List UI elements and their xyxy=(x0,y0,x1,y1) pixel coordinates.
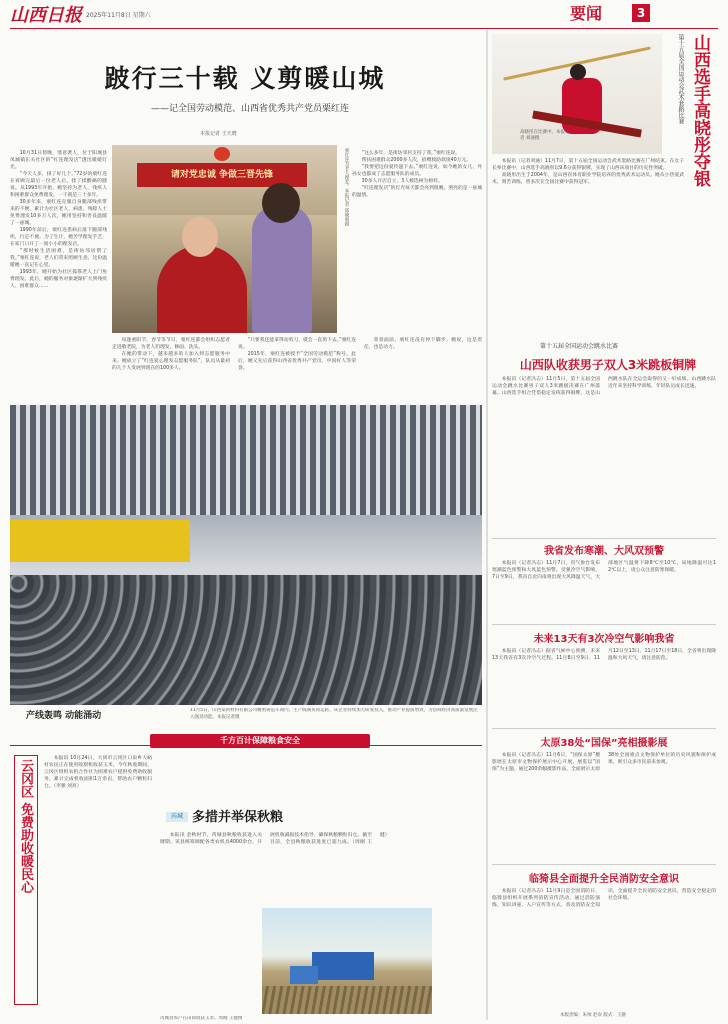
paragraph: 本报讯（记者冯志）11月6日，“国保太原”摄影展在太原市文物保护展示中心开展。展览以“国保”为主题，通过200余幅摄影作品，全面展示太原38处全国重点文物保护单位的历史风貌和保护成果，吸引众多市民前来参观。 xyxy=(492,753,716,772)
paragraph: “那时候生活困难，是街坊邻居帮了我。”栗红连说，老人们常来照顾生意，这份温暖她一直记在心里。 xyxy=(10,249,107,268)
headline-coldair: 未来13天有3次冷空气影响我省 xyxy=(533,634,675,645)
issue-date: 2025年11月8日 星期六 xyxy=(86,12,151,19)
event-label: 第十五届全国运动会武术套路比赛 xyxy=(677,34,684,124)
paragraph: 本报讯（记者冯志）11月7日，省气象台发布寒潮蓝色预警和大风蓝色预警。受强冷空气影响，7日至9日，我省自北向南将出现大风降温天气，大部地区气温将下降8℃至10℃，局地降温可达12℃以上，请公众注意防寒保暖。 xyxy=(492,561,716,580)
headline-diving: 山西队收获男子双人3米跳板铜牌 xyxy=(519,358,697,372)
section-name: 要闻 xyxy=(570,4,603,23)
wushu-photo xyxy=(492,34,662,154)
divider xyxy=(492,538,716,539)
paragraph: 在她的带动下，越来越多的人加入到志愿服务中来。她成立了“红连爱心理发志愿服务队”，队员从最初的几个人发展到现在的100多人。 xyxy=(112,352,230,371)
masthead-rule xyxy=(10,28,718,29)
paragraph: 本报讯 金秋时节，芮城县秋粮收获进入关键期。该县统筹调配各类农机具4000余台，开展机收减损技术指导，确保秋粮颗粒归仓。截至目前，全县秋粮收获进度已超九成。（周刚 王健） xyxy=(160,833,390,845)
harvester-head xyxy=(290,966,318,984)
barber-cape xyxy=(157,245,247,333)
paragraph: “只要我还能拿得动剪刀，就会一直剪下去。”栗红连说。 xyxy=(238,338,356,350)
paragraph: 30多年来，栗红连克服自身腿部残疾带来的不便，累计为社区老人、病患、残障人士免费理发10多万人次，她用坚持和善良温暖了一座城。 xyxy=(10,200,107,226)
lead-body-col2 xyxy=(112,337,482,402)
harvest-caption: 芮城县农户在田间收获玉米。周刚 王健摄 xyxy=(160,1016,243,1021)
hairdresser-head xyxy=(262,183,300,223)
story-exhibition xyxy=(492,752,716,842)
event-label-diving: 第十五届全国运动会跳水比赛 xyxy=(540,343,619,350)
paragraph: 每逢重阳节、春节等节日，栗红连都会组织志愿者走进敬老院，为老人们理发、修面、洗头。 xyxy=(112,338,230,350)
section-rule xyxy=(10,745,482,746)
paragraph: 1990年前后，栗红连患病后落下腿部残疾，行走不便。为了生计，她苦学理发手艺，在家门口开了一间小小的理发店。 xyxy=(10,228,107,247)
story-diving xyxy=(492,376,716,521)
paragraph: 高晓彤出生于2004年，是山西省体育职业学院培养的优秀武术运动员。她从小热爱武术，刻苦训练，曾多次在全国比赛中获得冠军。 xyxy=(492,173,684,185)
lead-subtitle: ——记全国劳动模范、山西省优秀共产党员栗红连 xyxy=(150,104,349,114)
story-coldair xyxy=(492,648,716,720)
photo-title: 产线轰鸣 动能涌动 xyxy=(26,711,102,721)
lead-body-col1 xyxy=(10,150,107,400)
headline-exhibition: 太原38处“国保”亮相摄影展 xyxy=(540,738,668,749)
newspaper-logo: 山西日报 xyxy=(10,5,82,26)
factory-photo xyxy=(10,405,482,705)
paragraph: 30多人开店自立，3人被选树为榜样。 xyxy=(361,179,443,184)
lead-byline: 本报记者 王天晓 xyxy=(200,131,237,137)
paragraph: 本报讯（记者冯志）11月5日，第十五届全国运动会跳水比赛男子双人3米跳板决赛在广州落幕。山西选手组合凭借稳定发挥获得铜牌，这是山西跳水队在全运会取得的又一好成绩。山西跳水队近年来坚持科学训练，年轻队员成长迅速。 xyxy=(492,377,716,396)
yellow-gantry xyxy=(10,520,190,562)
headline-wushu: 山西选手高晓彤夺银 xyxy=(690,34,710,187)
story-coldwave xyxy=(492,560,716,620)
column-divider xyxy=(486,30,488,1020)
paragraph: 本报讯（记者冯志）11月9日是全国消防日，临猗县组织开展系列消防宣传活动，通过消防演练、知识讲座、入户宣传等方式，普及消防安全知识，全面提升全民消防安全意识，营造安全稳定的社会环境。 xyxy=(492,889,716,908)
banner: 请对党忠诚 争做三晋先锋 xyxy=(137,163,307,187)
story-firesafety xyxy=(492,888,716,1006)
story-wushu xyxy=(492,158,684,328)
cornfield xyxy=(262,986,432,1014)
cylinder-rows xyxy=(10,575,482,705)
paragraph: “这么多年，是街坊邻居支持了我。”栗红连说。 xyxy=(361,151,461,156)
story-title: 多措并举保秋粮 xyxy=(192,810,284,825)
paragraph: 2015年，栗红连被授予“全国劳动模范”称号。此后，她又先后获得山西省优秀共产党员、中国好人等荣誉。 xyxy=(238,352,356,371)
story-yungang xyxy=(44,755,152,1010)
hairdresser-figure xyxy=(252,205,312,333)
headline-firesafety: 临猗县全面提升全民消防安全意识 xyxy=(529,874,679,885)
masthead xyxy=(10,2,716,24)
page-number: 3 xyxy=(632,4,650,22)
paragraph: “今天人多，排了好几个。”72岁的栗红连在看顾完最后一位老人后，揉了揉酸痛的腿说。从1993年开始，她坚持为老人、残疾人和困难群众免费理发，一干就是三十多年。 xyxy=(10,172,107,198)
section-banner: 千方百计保障粮食安全 xyxy=(150,734,370,748)
athlete-head xyxy=(570,64,586,80)
harvester-body xyxy=(312,952,374,980)
photo-caption: 11月5日，山西某新材料有限公司精密铸造车间内，生产线满负荷运转。该企业持续加大研发投入，推动产业提质增效，为县域经济高质量发展注入强劲动能。本报记者摄 xyxy=(190,708,478,720)
divider xyxy=(492,728,716,729)
story-ruicheng xyxy=(160,832,482,904)
paragraph: 荣誉面前，栗红连没有停下脚步。她说，这是责任，也是动力。 xyxy=(364,338,482,350)
story-kicker: 芮城 xyxy=(166,812,188,822)
page-footer: 本版责编：朱帅 赵欢 版式：王静 xyxy=(560,1013,626,1018)
paragraph: 本报讯 10月24日，大同市云冈区口泉乡大峪村农民正在使用收割机收获玉米。今年秋收期间，云冈区组织农机合作社为困难农户提供免费助收服务，累计完成机收面积1万余亩，帮助农户颗粒归仓。（李强 刘亮） xyxy=(44,756,152,789)
lead-photo-caption: 栗红连为老人理发。本报记者 郑晓娟摄 xyxy=(344,148,349,226)
factory-roof xyxy=(10,405,482,515)
harvest-photo xyxy=(262,908,432,1014)
lead-title: 跛行三十载 义剪暖山城 xyxy=(104,64,386,93)
emblem-icon xyxy=(214,147,230,161)
paragraph: 1993年，她开始为社区孤寡老人上门免费理发。此后，她的服务对象逐渐扩大到残疾人、困难群众…… xyxy=(10,270,107,289)
headline-coldwave: 我省发布寒潮、大风双预警 xyxy=(544,546,664,557)
paragraph: “我要把这份爱传递下去。”栗红连说，如今她的女儿、外孙女也都成了志愿服务队的成员。 xyxy=(352,165,482,177)
lead-photo xyxy=(112,145,337,333)
divider xyxy=(492,624,716,625)
elderly-man-head xyxy=(182,217,218,257)
paragraph: “红连理发店”的灯光每天都会亮到很晚，照亮的是一座城的温情。 xyxy=(352,186,482,198)
paragraph: 10月31日傍晚，寒意袭人，位于阳城县凤城镇东关社区的“红连理发店”透出暖暖灯光。 xyxy=(10,151,107,170)
wushu-caption: 高晓彤在比赛中。本报记者 刘通摄 xyxy=(520,130,570,141)
divider xyxy=(492,864,716,865)
side-title: 云冈区 免费助收暖民心 xyxy=(14,755,38,1005)
lead-body-col3 xyxy=(352,150,482,335)
paragraph: 帮扶困难群众2000多人次，捐赠救助款项40万元。 xyxy=(361,158,472,163)
paragraph: 本报讯（记者冯志）据省气候中心预测，未来13天我省有3次冷空气过程。11月8日至9日、11月12日至13日、11月17日至18日，全省将出现降温和大风天气，请注意防范。 xyxy=(492,649,716,661)
paragraph: 本报讯（记者刘通）11月7日，第十五届全国运动会武术套路比赛在广州结束。在女子长拳比赛中，山西选手高晓彤以9.6分获得银牌，实现了山西该项目的历史性突破。 xyxy=(492,159,684,171)
